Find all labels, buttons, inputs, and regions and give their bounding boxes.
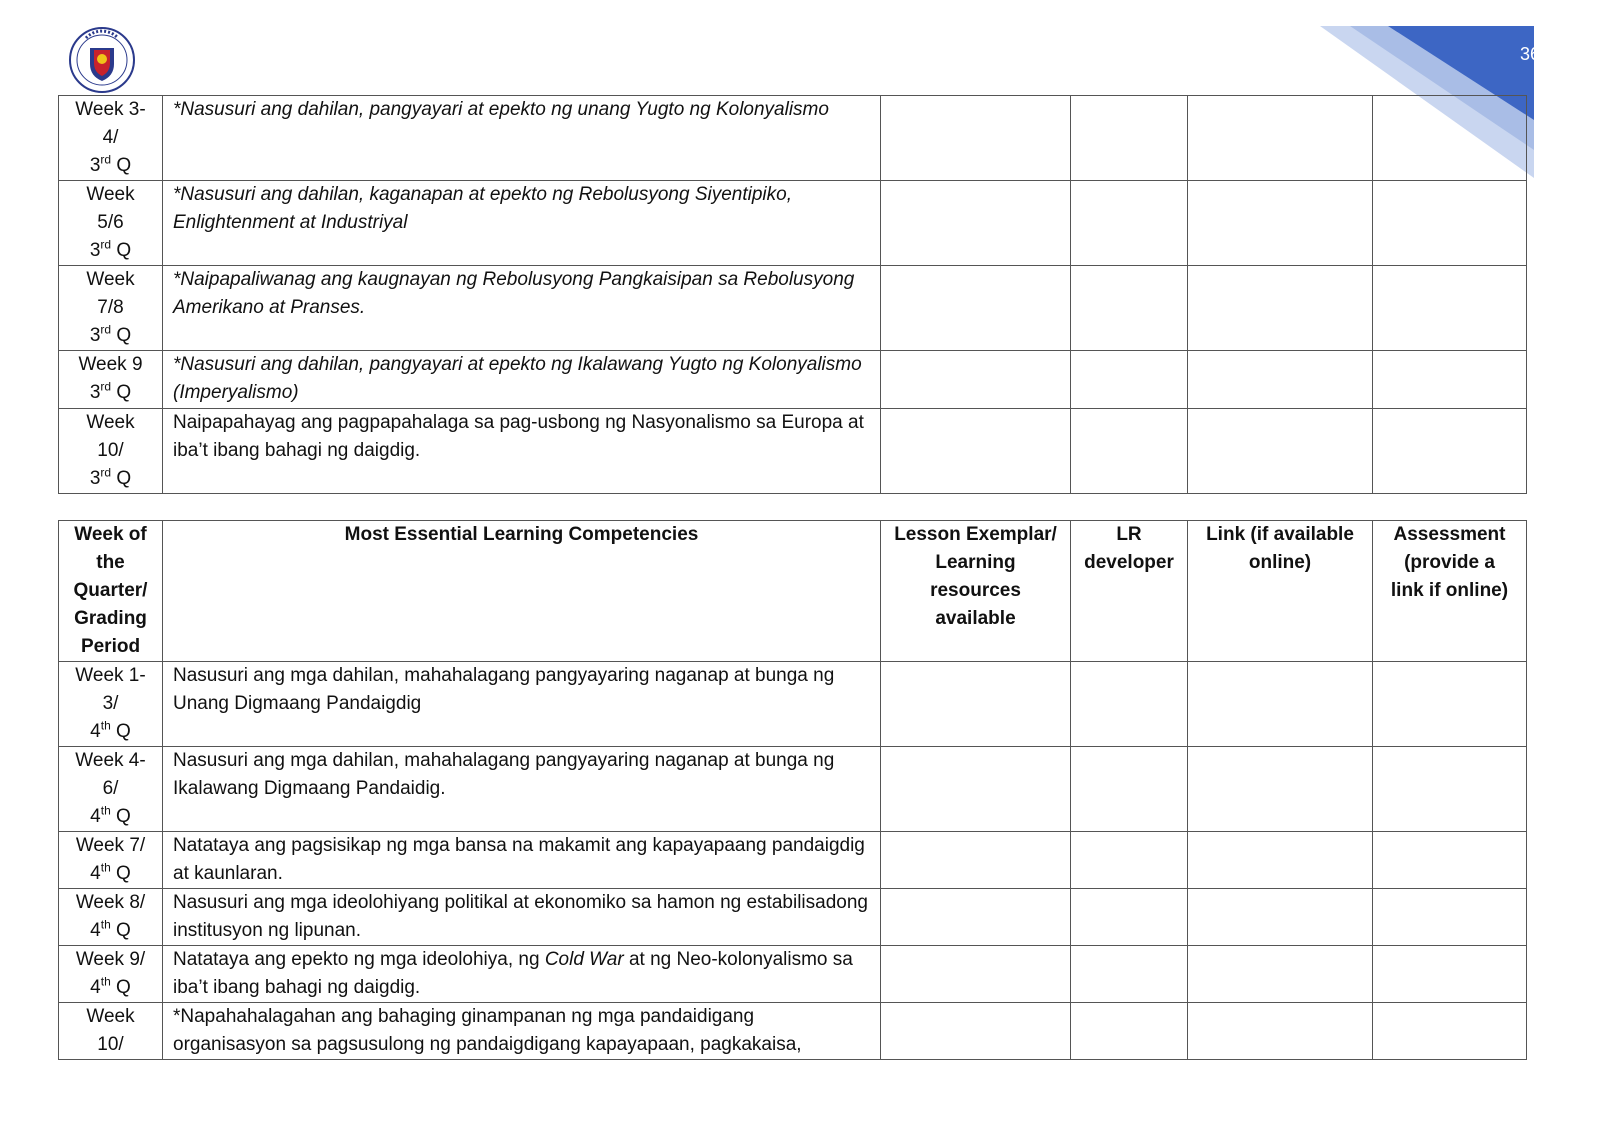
competency-table-4th-quarter: [58, 520, 1527, 1060]
lr-cell: [1071, 181, 1188, 266]
assessment-cell: [1373, 181, 1527, 266]
week-cell: Week 3- 4/ 3rd Q: [59, 96, 163, 181]
link-cell: [1188, 96, 1373, 181]
link-cell: [1188, 409, 1373, 494]
assessment-cell: [1373, 946, 1527, 1003]
link-cell: [1188, 181, 1373, 266]
week-cell: Week 5/6 3rd Q: [59, 181, 163, 266]
lr-cell: [1071, 747, 1188, 832]
competency-cell: *Nasusuri ang dahilan, pangyayari at epekto ng Ikalawang Yugto ng Kolonyalismo (Imperyalismo): [163, 351, 881, 409]
deped-seal-logo: [68, 26, 136, 94]
header-assessment: Assessment (provide a link if online): [1373, 521, 1527, 662]
assessment-cell: [1373, 1003, 1527, 1060]
week-cell: Week 9/ 4th Q: [59, 946, 163, 1003]
competency-cell: Nasusuri ang mga dahilan, mahahalagang pangyayaring naganap at bunga ng Unang Digmaang Pandaigdig: [163, 662, 881, 747]
lesson-cell: [881, 96, 1071, 181]
lr-cell: [1071, 946, 1188, 1003]
link-cell: [1188, 351, 1373, 409]
week-cell: Week 9 3rd Q: [59, 351, 163, 409]
week-cell: Week 10/: [59, 1003, 163, 1060]
competency-cell: Nasusuri ang mga dahilan, mahahalagang pangyayaring naganap at bunga ng Ikalawang Digmaang Pandaidig.: [163, 747, 881, 832]
competency-cell: Nasusuri ang mga ideolohiyang politikal at ekonomiko sa hamon ng estabilisadong institusyon ng lipunan.: [163, 889, 881, 946]
assessment-cell: [1373, 266, 1527, 351]
header-week: Week of the Quarter/ Grading Period: [59, 521, 163, 662]
competency-cell: Natataya ang epekto ng mga ideolohiya, ng Cold War at ng Neo-kolonyalismo sa iba’t ibang bahagi ng daigdig.: [163, 946, 881, 1003]
competency-cell: *Naipapaliwanag ang kaugnayan ng Rebolusyong Pangkaisipan sa Rebolusyong Amerikano at Pranses.: [163, 266, 881, 351]
table-row: [59, 889, 1527, 946]
header-lr-developer: LR developer: [1071, 521, 1188, 662]
link-cell: [1188, 266, 1373, 351]
lesson-cell: [881, 409, 1071, 494]
week-cell: Week 8/ 4th Q: [59, 889, 163, 946]
competency-cell: Naipapahayag ang pagpapahalaga sa pag-usbong ng Nasyonalismo sa Europa at iba’t ibang bahagi ng daigdig.: [163, 409, 881, 494]
competency-cell: *Napahahalagahan ang bahaging ginampanan ng mga pandaidigang organisasyon sa pagsusulong ng pandaigdigang kapayapaan, pagkakaisa,: [163, 1003, 881, 1060]
lesson-cell: [881, 889, 1071, 946]
table-row: [59, 1003, 1527, 1060]
lesson-cell: [881, 351, 1071, 409]
lr-cell: [1071, 266, 1188, 351]
lr-cell: [1071, 662, 1188, 747]
table-row: [59, 409, 1527, 494]
emphasis-cold-war: Cold War: [544, 949, 624, 970]
table-row: [59, 266, 1527, 351]
competency-cell: Natataya ang pagsisikap ng mga bansa na makamit ang kapayapaang pandaigdig at kaunlaran.: [163, 832, 881, 889]
assessment-cell: [1373, 889, 1527, 946]
lesson-cell: [881, 662, 1071, 747]
lesson-cell: [881, 946, 1071, 1003]
lr-cell: [1071, 409, 1188, 494]
lesson-cell: [881, 1003, 1071, 1060]
week-cell: Week 7/8 3rd Q: [59, 266, 163, 351]
table-row: [59, 832, 1527, 889]
lesson-cell: [881, 832, 1071, 889]
week-cell: Week 1- 3/ 4th Q: [59, 662, 163, 747]
header-lesson-exemplar: Lesson Exemplar/ Learning resources available: [881, 521, 1071, 662]
table-row: [59, 946, 1527, 1003]
lesson-cell: [881, 266, 1071, 351]
link-cell: [1188, 747, 1373, 832]
page-number: 36: [1519, 44, 1541, 64]
lesson-cell: [881, 181, 1071, 266]
table-header-row: [59, 521, 1527, 662]
week-cell: Week 4- 6/ 4th Q: [59, 747, 163, 832]
week-cell: Week 10/ 3rd Q: [59, 409, 163, 494]
competency-cell: *Nasusuri ang dahilan, kaganapan at epekto ng Rebolusyong Siyentipiko, Enlightenment at Industriyal: [163, 181, 881, 266]
competency-cell: *Nasusuri ang dahilan, pangyayari at epekto ng unang Yugto ng Kolonyalismo: [163, 96, 881, 181]
assessment-cell: [1373, 662, 1527, 747]
assessment-cell: [1373, 832, 1527, 889]
lr-cell: [1071, 1003, 1188, 1060]
link-cell: [1188, 832, 1373, 889]
lesson-cell: [881, 747, 1071, 832]
table-row: [59, 747, 1527, 832]
link-cell: [1188, 662, 1373, 747]
week-cell: Week 7/ 4th Q: [59, 832, 163, 889]
header-link: Link (if available online): [1188, 521, 1373, 662]
assessment-cell: [1373, 747, 1527, 832]
link-cell: [1188, 946, 1373, 1003]
lr-cell: [1071, 96, 1188, 181]
table-row: [59, 351, 1527, 409]
link-cell: [1188, 1003, 1373, 1060]
lr-cell: [1071, 889, 1188, 946]
table-row: [59, 181, 1527, 266]
lr-cell: [1071, 832, 1188, 889]
header-melc: Most Essential Learning Competencies: [163, 521, 881, 662]
lr-cell: [1071, 351, 1188, 409]
table-row: [59, 96, 1527, 181]
assessment-cell: [1373, 409, 1527, 494]
table-row: [59, 662, 1527, 747]
assessment-cell: [1373, 351, 1527, 409]
competency-table-continued: [58, 95, 1527, 494]
link-cell: [1188, 889, 1373, 946]
assessment-cell: [1373, 96, 1527, 181]
